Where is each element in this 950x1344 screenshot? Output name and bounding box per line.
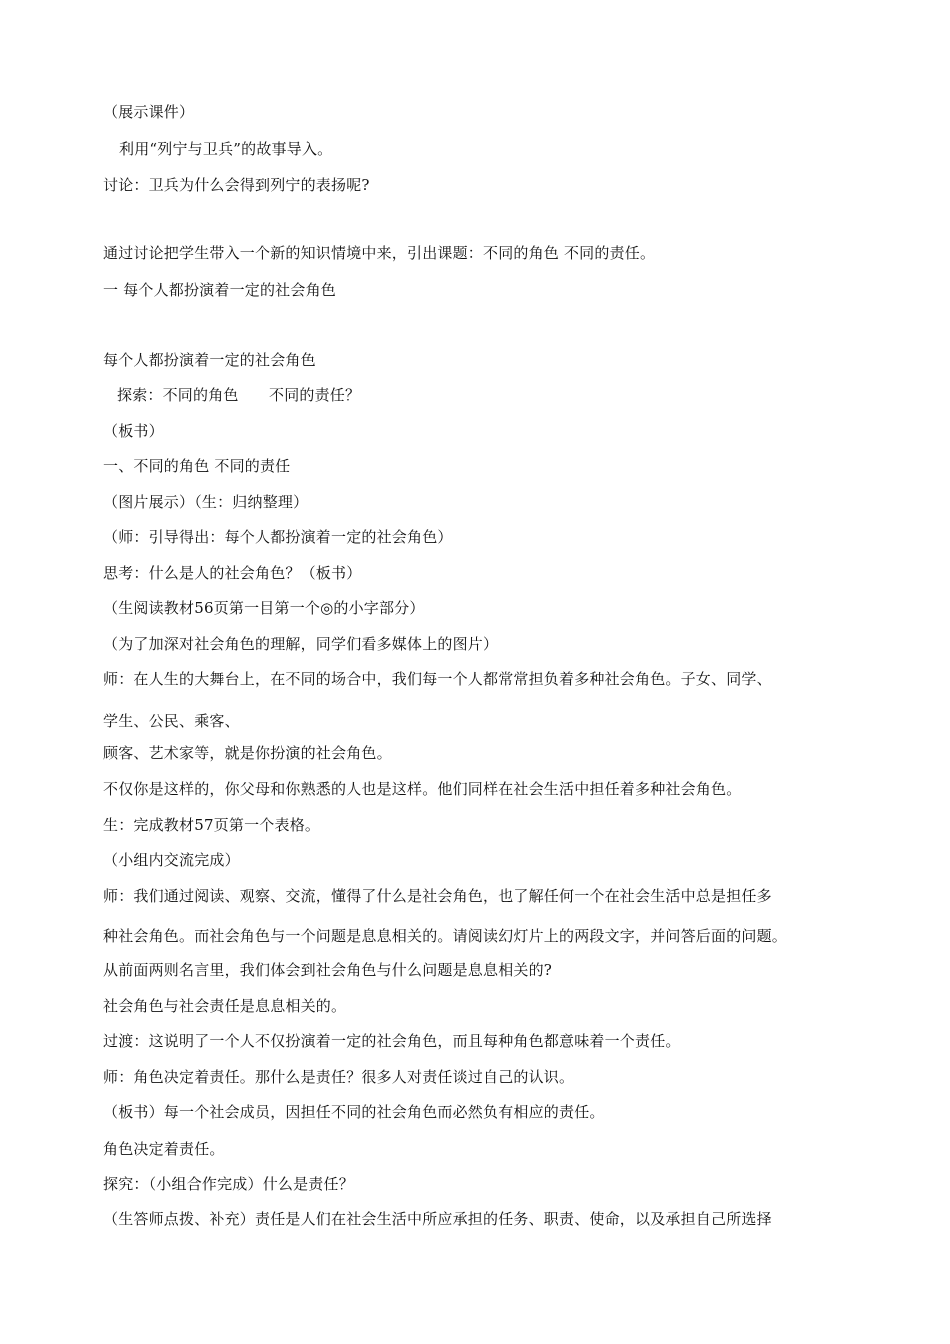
text-line: 探索：不同的角色 不同的责任？ [117, 386, 361, 404]
text-line: （生答师点拨、补充）责任是人们在社会生活中所应承担的任务、职责、使命，以及承担自己所选择 [103, 1210, 772, 1228]
text-line: 种社会角色。而社会角色与一个问题是息息相关的。请阅读幻灯片上的两段文字，并问答后面的问题。 [103, 927, 788, 945]
text-line: 利用“列宁与卫兵”的故事导入。 [119, 140, 333, 158]
text-line: 一、不同的角色 不同的责任 [103, 457, 291, 475]
text-line: （板书） [103, 422, 164, 440]
text-line: （为了加深对社会角色的理解，同学们看多媒体上的图片） [103, 635, 499, 653]
text-line: 通过讨论把学生带入一个新的知识情境中来，引出课题：不同的角色 不同的责任。 [103, 244, 656, 262]
section-heading: 一 每个人都扮演着一定的社会角色 [103, 281, 336, 299]
text-line: 生：完成教材57页第一个表格。 [103, 816, 321, 834]
text-line: 不仅你是这样的，你父母和你熟悉的人也是这样。他们同样在社会生活中担任着多种社会角色。 [103, 780, 742, 798]
text-line: 社会角色与社会责任是息息相关的。 [103, 997, 347, 1015]
text-line: 讨论：卫兵为什么会得到列宁的表扬呢? [103, 176, 370, 194]
text-line: （图片展示）（生：归纳整理） [103, 493, 309, 511]
text-line: 从前面两则名言里，我们体会到社会角色与什么问题是息息相关的? [103, 961, 553, 979]
text-line: （展示课件） [103, 103, 195, 121]
text-line: 学生、公民、乘客、 [103, 712, 240, 730]
text-line: 每个人都扮演着一定的社会角色 [103, 351, 316, 369]
text-line: （生阅读教材56页第一目第一个◎的小字部分） [103, 599, 425, 617]
text-line: 师：在人生的大舞台上，在不同的场合中，我们每一个人都常常担负着多种社会角色。子女、同学、 [103, 670, 772, 688]
text-line: 过渡：这说明了一个人不仅扮演着一定的社会角色，而且每种角色都意味着一个责任。 [103, 1032, 681, 1050]
text-line: （小组内交流完成） [103, 851, 240, 869]
text-line: （师：引导得出：每个人都扮演着一定的社会角色） [103, 528, 453, 546]
text-line: 角色决定着责任。 [103, 1140, 225, 1158]
text-line: 探究：（小组合作完成）什么是责任？ [103, 1175, 354, 1193]
text-line: 师：我们通过阅读、观察、交流，懂得了什么是社会角色，也了解任何一个在社会生活中总是担任多 [103, 887, 772, 905]
text-line: 顾客、艺术家等，就是你扮演的社会角色。 [103, 744, 392, 762]
text-line: 师：角色决定着责任。那什么是责任？很多人对责任谈过自己的认识。 [103, 1068, 575, 1086]
text-line: 思考：什么是人的社会角色？（板书） [103, 564, 362, 582]
text-line: （板书）每一个社会成员，因担任不同的社会角色而必然负有相应的责任。 [103, 1103, 605, 1121]
